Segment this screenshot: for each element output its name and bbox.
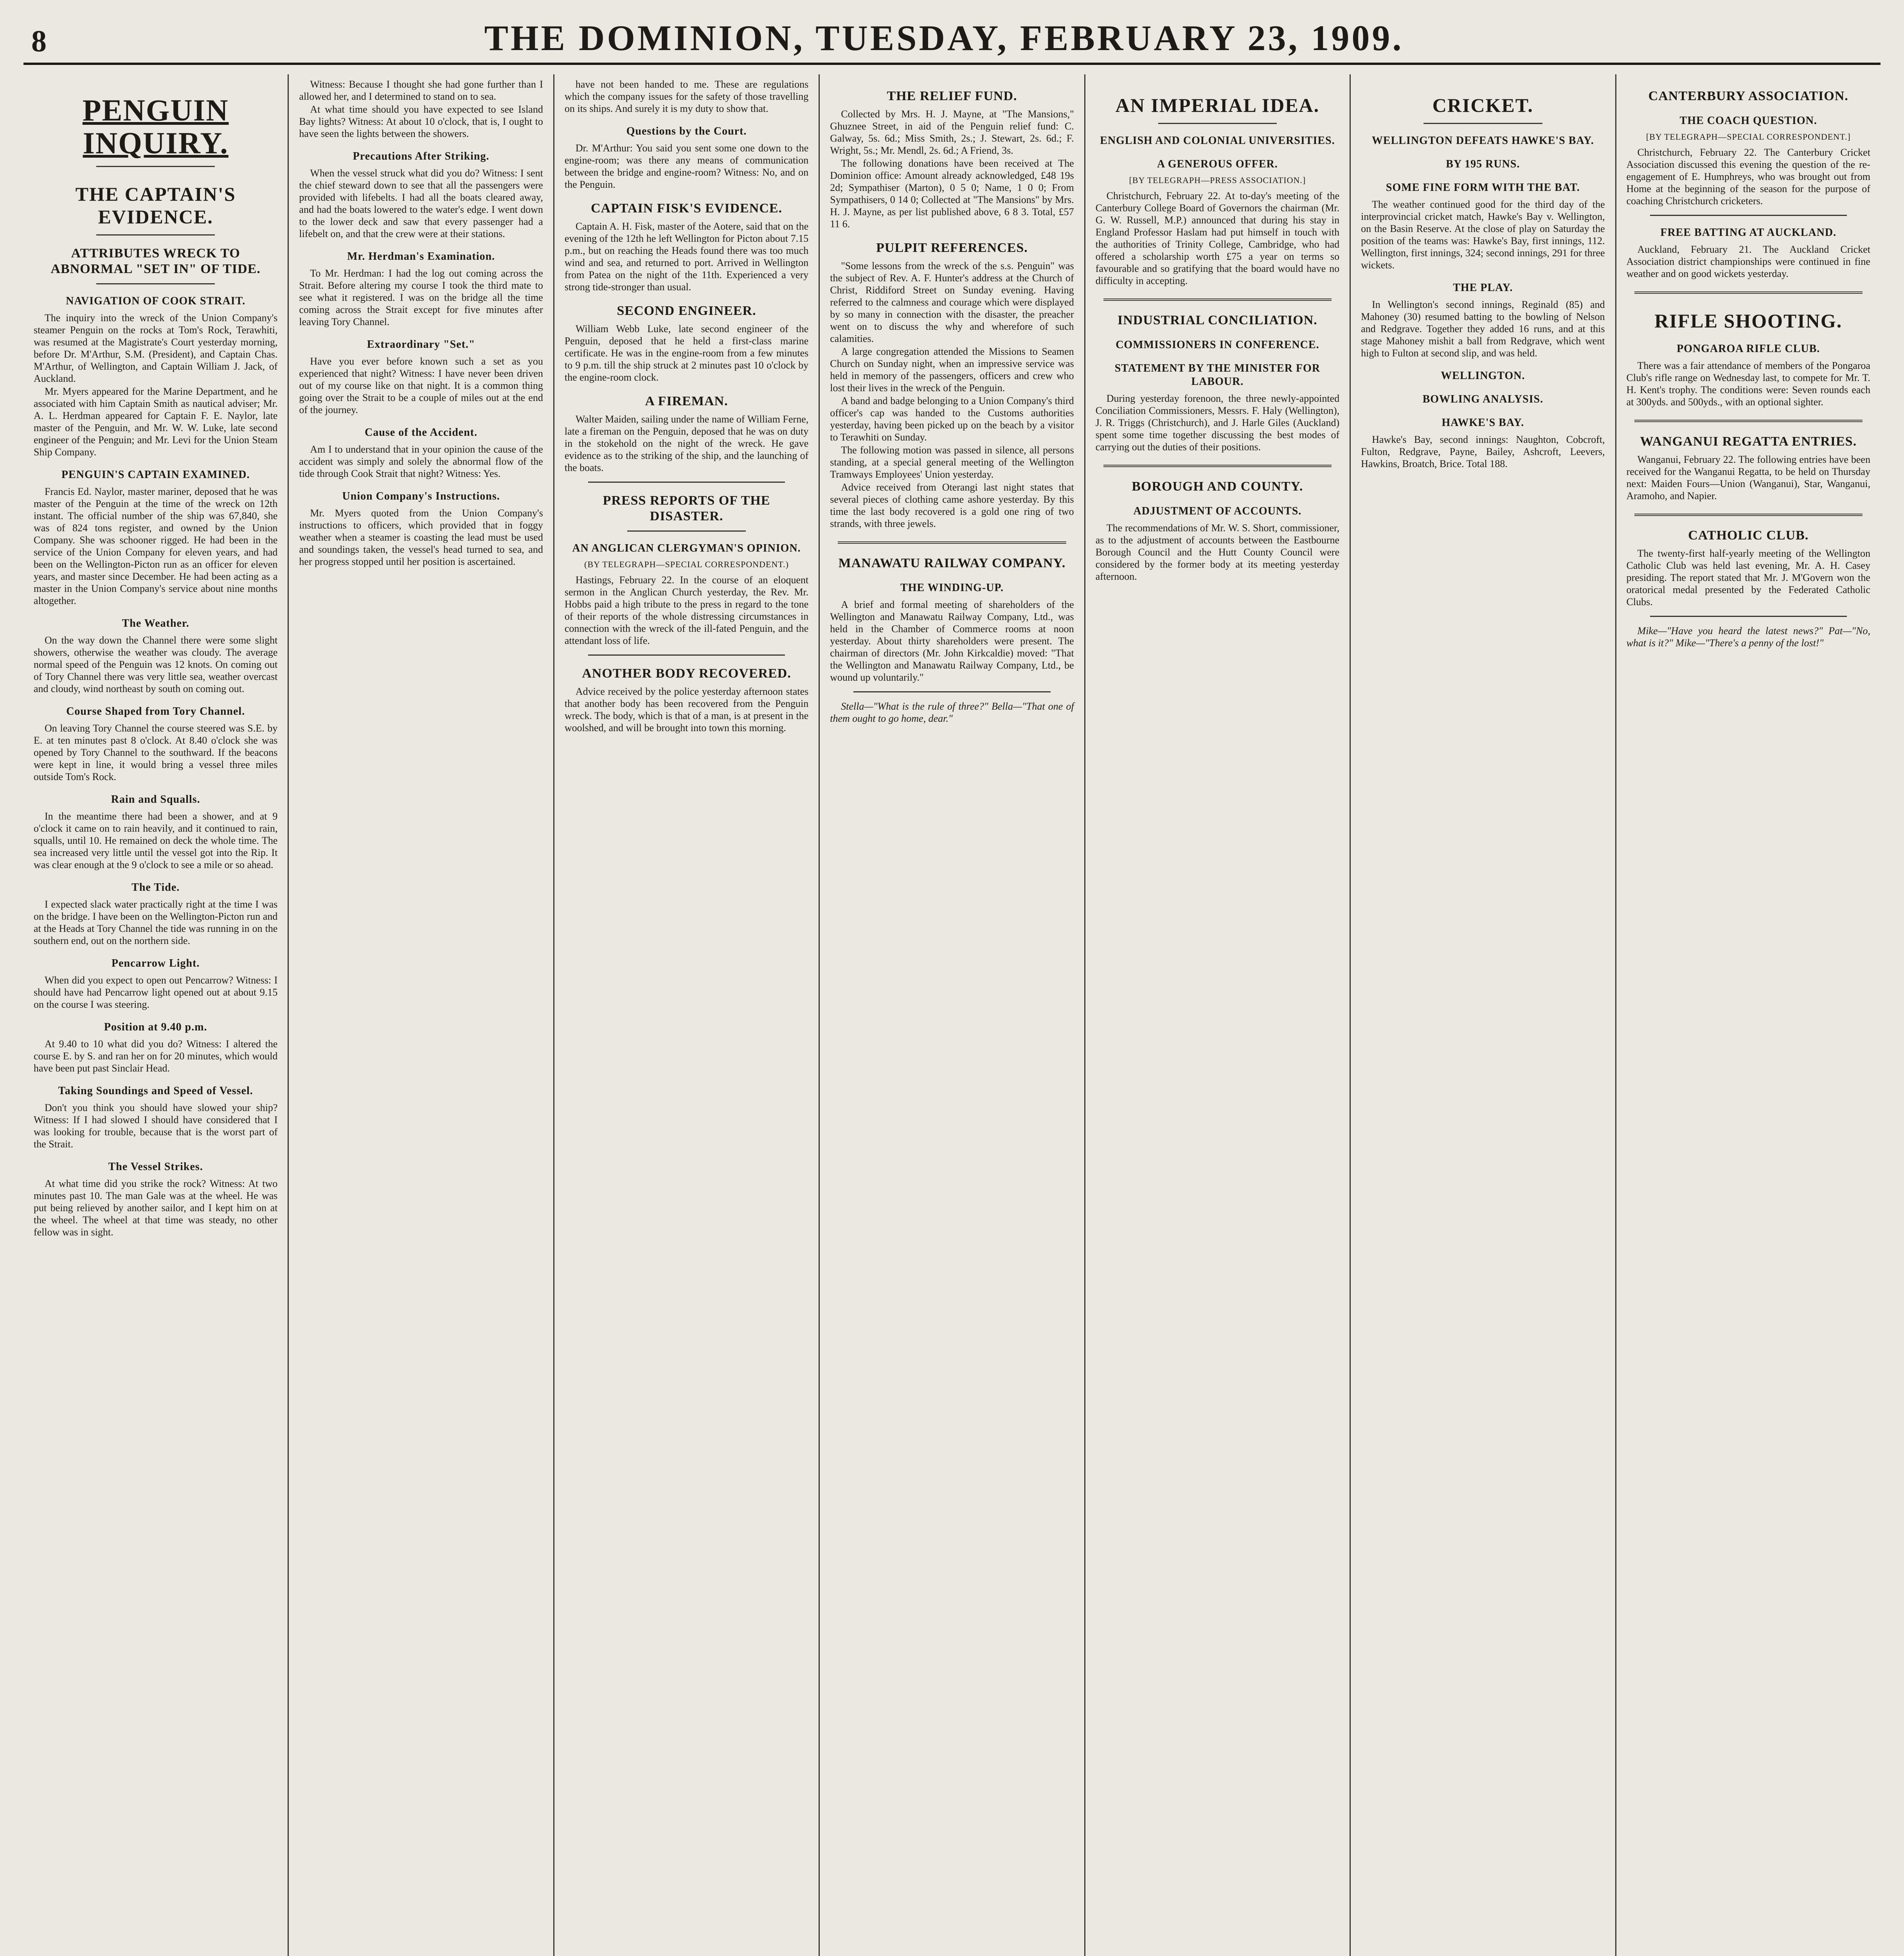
paragraph: The following donations have been received at The Dominion office: Amount already acknowledged, £48 19s 2d; Sympathiser (Marton), 0 5 0; Name, 1 0 0; From Sympathisers, 0 14 0; Collected at "The Mansions" by Mrs. H. J. Mayne, as per list published above, 6 8 3. Total, £57 11 6. xyxy=(830,158,1074,230)
section-manawatu: MANAWATU RAILWAY COMPANY. xyxy=(838,556,1066,570)
paragraph: In the meantime there had been a shower, and at 9 o'clock it came on to rain heavily, and it continued to rain, squalls, until 10. He remained on deck the whole time. The sea increased very little until the vessel got into the Rip. It was clear enough at the 9 o'clock to see a mile or so ahead. xyxy=(34,811,278,870)
subsection-clergyman: AN ANGLICAN CLERGYMAN'S OPINION. xyxy=(572,542,801,554)
paragraph: At what time should you have expected to see Island Bay lights? Witness: At about 10 o'clock, that is, I ought to have seen the lights between the showers. xyxy=(299,104,543,139)
column-2 xyxy=(289,74,554,1956)
paragraph: In Wellington's second innings, Reginald (85) and Mahoney (30) resumed batting to the bowling of Nelson and Redgrave. Together they added 16 runs, and at this stage Mahoney mishit a ball from Redgrave, which went high to Fulton at second slip, and was held. xyxy=(1361,299,1605,359)
paragraph: On the way down the Channel there were some slight showers, otherwise the weather was cloudy. The average normal speed of the Penguin was 12 knots. On coming out of Tory Channel there was very little sea, weather overcast and cloudy, wind northeast by south on coming out. xyxy=(34,635,278,694)
headline-imperial-idea: AN IMPERIAL IDEA. xyxy=(1115,94,1320,116)
paragraph: The following motion was passed in silence, all persons standing, at a special general meeting of the Wellington Tramways Employees' Union yesterday. xyxy=(830,444,1074,480)
paragraph: Hastings, February 22. In the course of an eloquent sermon in the Anglican Church yesterday, the Rev. Mr. Hobbs paid a high tribute to the press in regard to the tone of their reports of the whole distressing circumstances in connection with the wreck of the ill-fated Penguin, and the attendant loss of life. xyxy=(564,574,809,646)
deck-attributes-wreck: ATTRIBUTES WRECK TO ABNORMAL "SET IN" OF TIDE. xyxy=(50,246,261,276)
paragraph: The twenty-first half-yearly meeting of the Wellington Catholic Club was held last evening, Mr. A. H. Casey presiding. The report stated that Mr. J. M'Govern won the oratorical medal presented by the Federated Catholic Clubs. xyxy=(1626,548,1870,608)
section-hawkes-bay-scores: HAWKE'S BAY. xyxy=(1441,417,1524,429)
paragraph: The weather continued good for the third day of the interprovincial cricket match, Hawke's Bay v. Wellington, on the Basin Reserve. At the close of play on Saturday the position of the teams was: Hawke's Bay, first innings, 112. Wellington, first innings, 324; second innings, 291 for three wickets. xyxy=(1361,199,1605,271)
section-weather: The Weather. xyxy=(122,617,189,629)
deck-generous-offer: A GENEROUS OFFER. xyxy=(1157,158,1278,170)
paragraph: Am I to understand that in your opinion the cause of the accident was simply and solely the abnormal flow of the tide through Cook Strait that night? Witness: Yes. xyxy=(299,444,543,479)
paragraph: Francis Ed. Naylor, master mariner, deposed that he was master of the Penguin at the time of the wreck on 12th instant. The official number of the ship was 67,840, she was of 824 tons register, and owned by the Union Company. She was schooner rigged. He had been in the service of the Union Company for eleven years, and had been on the Wellington-Picton run as an officer for eleven years, and master since December. He had been acting as a master in the Union Company's service about nine months altogether. xyxy=(34,486,278,606)
subsection-adjustment: ADJUSTMENT OF ACCOUNTS. xyxy=(1133,505,1302,517)
paragraph: At what time did you strike the rock? Witness: At two minutes past 10. The man Gale was at the wheel. He was put being relieved by another sailor, and I kept him on at the wheel. The wheel at that time was steady, no other fellow was in sight. xyxy=(34,1178,278,1238)
section-catholic-club: CATHOLIC CLUB. xyxy=(1688,528,1809,543)
paragraph: A band and badge belonging to a Union Company's third officer's cap was handed to the Customs authorities yesterday, having been picked up on the beach by a visitor to Terawhiti on Sunday. xyxy=(830,395,1074,443)
paragraph: A large congregation attended the Missions to Seamen Church on Sunday night, when an impressive service was held in memory of the passengers, officers and crew who lost their lives in the wreck of the Penguin. xyxy=(830,346,1074,394)
paragraph: Mr. Myers appeared for the Marine Department, and he associated with him Captain Smith as nautical adviser; Mr. A. L. Herdman appeared for Captain F. E. Naylor, late master of the Penguin, and Mr. W. W. Luke, late second engineer of the Penguin; and Mr. Levi for the Union Steam Ship Company. xyxy=(34,386,278,458)
section-fireman: A FIREMAN. xyxy=(645,394,728,408)
section-captain-fisk: CAPTAIN FISK'S EVIDENCE. xyxy=(591,201,783,216)
paragraph: William Webb Luke, late second engineer of the Penguin, deposed that he held a first-class marine certificate. He was in the engine-room from a few minutes to 9 p.m. till the ship struck at 2 minutes past 10 o'clock by the engine-room clock. xyxy=(564,323,809,383)
section-rain: Rain and Squalls. xyxy=(111,793,200,805)
paragraph: Witness: Because I thought she had gone further than I allowed her, and I determined to stand on to sea. xyxy=(299,79,543,102)
paragraph: I expected slack water practically right at the time I was on the bridge. I have been on the Wellington-Picton run and at the Heads at Tory Channel the tide was running in on the southern end, out on the northern side. xyxy=(34,899,278,946)
paragraph: have not been handed to me. These are regulations which the company issues for the safety of those travelling on its ships. And surely it is my duty to show that. xyxy=(564,79,809,114)
paragraph: Advice received from Oterangi last night states that several pieces of clothing came ashore yesterday. By this time the last body recovered is a gold one ring of two strands, with three jewels. xyxy=(830,482,1074,529)
subhead-universities: ENGLISH AND COLONIAL UNIVERSITIES. xyxy=(1100,135,1335,147)
section-free-batting: FREE BATTING AT AUCKLAND. xyxy=(1660,227,1837,239)
paragraph: Captain A. H. Fisk, master of the Aotere, said that on the evening of the 12th he left Wellington for Picton about 7.15 p.m., but on reaching the Heads found there was too much wind and sea, and returned to port. Arrived in Wellington from Patea on the night of the 11th. Experienced a very strong tide-stronger than usual. xyxy=(564,221,809,293)
masthead xyxy=(23,0,1881,65)
section-instructions: Union Company's Instructions. xyxy=(342,490,500,502)
joke-paragraph: Stella—"What is the rule of three?" Bella—"That one of them ought to go home, dear." xyxy=(830,701,1074,724)
section-another-body: ANOTHER BODY RECOVERED. xyxy=(582,666,791,681)
paragraph: Walter Maiden, sailing under the name of William Ferne, late a fireman on the Penguin, deposed that he was on duty in the stokehold on the night of the wreck. He gave evidence as to the striking of the ship, and the launching of the boats. xyxy=(564,413,809,473)
paragraph: Christchurch, February 22. At to-day's meeting of the Canterbury College Board of Governors the chairman (Mr. G. W. Russell, M.P.) announced that during his stay in England Professor Haslam had put himself in touch with the authorities of Trinity College, Cambridge, who had offered a scholarship worth £75 a year on terms so favourable and so gratifying that the board would have no difficulty in accepting. xyxy=(1095,190,1340,286)
paragraph: When the vessel struck what did you do? Witness: I sent the chief steward down to see that all the passengers were provided with lifebelts. I had all the boats cleared away, and had the boats lowered to the water's edge. I went down to the lower deck and saw that every passenger had a lifebelt on, and that the crew were at their stations. xyxy=(299,167,543,239)
paragraph: There was a fair attendance of members of the Pongaroa Club's rifle range on Wednesday last, to compete for Mr. T. H. Kent's trophy. The conditions were: Seven rounds each at 300yds. and 500yds., with an optional sighter. xyxy=(1626,360,1870,408)
section-fine-form: SOME FINE FORM WITH THE BAT. xyxy=(1386,182,1580,194)
subhead-wellington-defeats: WELLINGTON DEFEATS HAWKE'S BAY. xyxy=(1371,135,1594,147)
paragraph: Hawke's Bay, second innings: Naughton, Cobcroft, Fulton, Redgrave, Payne, Bailey, Ashcroft, Leevers, Hawkins, Broatch, Brice. Total 188. xyxy=(1361,434,1605,469)
page-number: 8 xyxy=(31,24,47,58)
subsection-pongaroa: PONGAROA RIFLE CLUB. xyxy=(1677,343,1820,355)
paragraph: Auckland, February 21. The Auckland Cricket Association district championships were continued in fine weather and on good wickets yesterday. xyxy=(1626,244,1870,279)
section-cause: Cause of the Accident. xyxy=(365,426,478,439)
section-captain-examined: PENGUIN'S CAPTAIN EXAMINED. xyxy=(61,469,250,481)
section-position: Position at 9.40 p.m. xyxy=(104,1021,207,1033)
column-5 xyxy=(1085,74,1351,1956)
section-tide: The Tide. xyxy=(131,881,180,894)
paragraph: When did you expect to open out Pencarrow? Witness: I should have had Pencarrow light opened out at about 9.15 on the course I was steering. xyxy=(34,974,278,1010)
telegraph-tag: (BY TELEGRAPH—SPECIAL CORRESPONDENT.) xyxy=(584,559,789,569)
paragraph: The inquiry into the wreck of the Union Company's steamer Penguin on the rocks at Tom's Rock, Terawhiti, was resumed at the Magistrate's Court yesterday morning, before Dr. M'Arthur, S.M. (President), and Captain Chas. M'Arthur, of Wellington, and Captain William J. Jack, of Auckland. xyxy=(34,312,278,384)
paragraph: Dr. M'Arthur: You said you sent some one down to the engine-room; was there any means of communication between the bridge and engine-room? Witness: No, and on the Penguin. xyxy=(564,142,809,190)
section-pencarrow: Pencarrow Light. xyxy=(111,957,200,969)
headline-cricket: CRICKET. xyxy=(1432,94,1533,116)
section-borough-county: BOROUGH AND COUNTY. xyxy=(1132,479,1303,494)
paragraph: The recommendations of Mr. W. S. Short, commissioner, as to the adjustment of accounts between the Eastbourne Borough Council and the Hutt County Council were considered by the former body at its meeting yesterday afternoon. xyxy=(1095,522,1340,582)
section-course: Course Shaped from Tory Channel. xyxy=(66,705,245,717)
paragraph: Mr. Myers quoted from the Union Company's instructions to officers, which provided that in foggy weather when a steamer is coasting the lead must be used and soundings taken, the vessel's head turned to sea, and her progress stopped until her position is ascertained. xyxy=(299,507,543,567)
section-press-reports: PRESS REPORTS OF THE DISASTER. xyxy=(603,493,770,523)
section-second-engineer: SECOND ENGINEER. xyxy=(617,304,756,318)
subsection-coach: THE COACH QUESTION. xyxy=(1679,115,1817,127)
joke-paragraph: Mike—"Have you heard the latest news?" Pat—"No, what is it?" Mike—"There's a penny of the lost!" xyxy=(1626,625,1870,649)
section-wellington-scores: WELLINGTON. xyxy=(1441,370,1525,382)
deck-minister-labour: STATEMENT BY THE MINISTER FOR LABOUR. xyxy=(1114,362,1321,388)
section-wanganui-regatta: WANGANUI REGATTA ENTRIES. xyxy=(1640,434,1857,449)
newspaper-title: THE DOMINION, TUESDAY, FEBRUARY 23, 1909. xyxy=(484,18,1404,58)
paragraph: Advice received by the police yesterday afternoon states that another body has been recovered from the Penguin wreck. The body, which is that of a man, is at present in the woolshed, and will be brought into town this morning. xyxy=(564,686,809,734)
section-canterbury: CANTERBURY ASSOCIATION. xyxy=(1648,89,1848,103)
paragraph: "Some lessons from the wreck of the s.s. Penguin" was the subject of Rev. A. F. Hunter's address at the Church of Christ, Riddiford Street on Sunday evening. Having referred to the calmness and courage which were displayed by so many in connection with the disaster, the preacher went on to discuss the why and wherefore of such calamities. xyxy=(830,260,1074,344)
headline-penguin-inquiry: PENGUIN INQUIRY. xyxy=(82,93,229,160)
paragraph: A brief and formal meeting of shareholders of the Wellington and Manawatu Railway Company, Ltd., was held in the Chamber of Commerce rooms at noon yesterday. About thirty shareholders were present. The chairman of directors (Mr. John Kirkcaldie) moved: "That the Wellington and Manawatu Railway Company, Ltd., be wound up voluntarily." xyxy=(830,599,1074,683)
section-soundings: Taking Soundings and Speed of Vessel. xyxy=(58,1085,253,1097)
column-1 xyxy=(23,74,289,1956)
headline-rifle-shooting: RIFLE SHOOTING. xyxy=(1654,310,1843,332)
paragraph: At 9.40 to 10 what did you do? Witness: I altered the course E. by S. and ran her on for 20 minutes, which would have been put past Sinclair Head. xyxy=(34,1038,278,1074)
section-the-play: THE PLAY. xyxy=(1453,282,1513,294)
column-6 xyxy=(1351,74,1616,1956)
section-navigation: NAVIGATION OF COOK STRAIT. xyxy=(66,295,246,307)
paragraph: Don't you think you should have slowed your ship? Witness: If I had slowed I should have considered that I was looking for trouble, because that is the worst part of the Strait. xyxy=(34,1102,278,1150)
column-7 xyxy=(1616,74,1881,1956)
section-pulpit: PULPIT REFERENCES. xyxy=(876,241,1028,255)
section-precautions: Precautions After Striking. xyxy=(353,150,489,162)
section-vessel-strikes: The Vessel Strikes. xyxy=(108,1161,203,1173)
section-industrial-conciliation: INDUSTRIAL CONCILIATION. xyxy=(1117,313,1317,327)
deck-195-runs: BY 195 RUNS. xyxy=(1446,158,1520,170)
paragraph: Have you ever before known such a set as you experienced that night? Witness: I have never been driven out of my course like on that night. It is a common thing going over the Strait to be a couple of miles out at the end of the journey. xyxy=(299,356,543,415)
paragraph: On leaving Tory Channel the course steered was S.E. by E. at ten minutes past 8 o'clock. At 8.40 o'clock she was opened by Tory Channel to the southward. If the beacons were kept in line, it would bring a vessel three miles outside Tom's Rock. xyxy=(34,723,278,782)
telegraph-tag: [BY TELEGRAPH—SPECIAL CORRESPONDENT.] xyxy=(1646,132,1851,142)
column-3 xyxy=(554,74,820,1956)
subsection-winding-up: THE WINDING-UP. xyxy=(900,582,1004,594)
paragraph: To Mr. Herdman: I had the log out coming across the Strait. Before altering my course I took the third mate to see what it registered. I was on the bridge all the time coming across the Strait except for five minutes after leaving Tory Channel. xyxy=(299,268,543,327)
telegraph-tag: [BY TELEGRAPH—PRESS ASSOCIATION.] xyxy=(1129,175,1306,185)
columns xyxy=(23,74,1881,1956)
subsection-commissioners: COMMISSIONERS IN CONFERENCE. xyxy=(1116,339,1319,351)
subhead-captains-evidence: THE CAPTAIN'S EVIDENCE. xyxy=(75,183,236,228)
section-herdman: Mr. Herdman's Examination. xyxy=(347,250,495,262)
paragraph: During yesterday forenoon, the three newly-appointed Conciliation Commissioners, Messrs. F. Haly (Wellington), J. R. Triggs (Christchurch), and J. Harle Giles (Auckland) spent some time together discussing the best modes of carrying out the duties of their positions. xyxy=(1095,393,1340,453)
section-extraordinary-set: Extraordinary "Set." xyxy=(367,338,475,351)
column-4 xyxy=(820,74,1085,1956)
subsection-bowling-analysis: BOWLING ANALYSIS. xyxy=(1422,393,1544,405)
section-questions-court: Questions by the Court. xyxy=(626,125,747,137)
section-relief-fund: THE RELIEF FUND. xyxy=(887,89,1017,103)
paragraph: Collected by Mrs. H. J. Mayne, at "The Mansions," Ghuznee Street, in aid of the Penguin relief fund: C. Galway, 5s. 6d.; Miss Smith, 2s.; J. Stewart, 2s. 6d.; F. Wright, 5s.; Mr. Mendl, 2s. 6d.; A Friend, 3s. xyxy=(830,108,1074,156)
paragraph: Christchurch, February 22. The Canterbury Cricket Association discussed this evening the question of the re-engagement of E. Humphreys, who was brought out from Home at the beginning of the season for the purpose of coaching Christchurch cricketers. xyxy=(1626,147,1870,207)
paragraph: Wanganui, February 22. The following entries have been received for the Wanganui Regatta, to be held on Thursday next: Maiden Fours—Union (Wanganui), Star, Wanganui, Aramoho, and Napier. xyxy=(1626,454,1870,502)
